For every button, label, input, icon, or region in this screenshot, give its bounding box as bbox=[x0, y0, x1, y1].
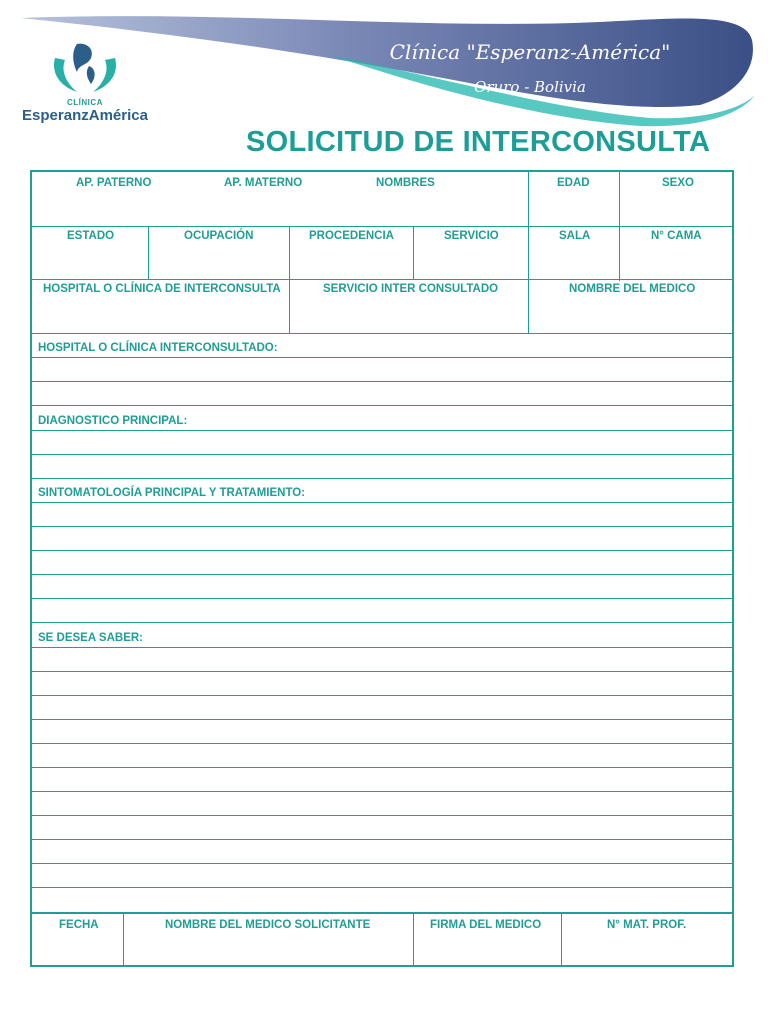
cama-label: N° CAMA bbox=[651, 230, 702, 242]
nombre-medico-label: NOMBRE DEL MEDICO bbox=[569, 283, 696, 295]
logo-name-text: EsperanzAmérica bbox=[22, 107, 148, 124]
se-desea-saber-label: SE DESEA SABER: bbox=[38, 632, 144, 644]
firma-medico-label: FIRMA DEL MEDICO bbox=[430, 919, 542, 931]
fecha-label: FECHA bbox=[59, 919, 99, 931]
medico-solicitante-label: NOMBRE DEL MEDICO SOLICITANTE bbox=[165, 919, 371, 931]
sintomatologia-label: SINTOMATOLOGÍA PRINCIPAL Y TRATAMIENTO: bbox=[38, 487, 306, 499]
hospital-interconsultado-label: HOSPITAL O CLÍNICA INTERCONSULTADO: bbox=[38, 342, 278, 354]
sexo-label: SEXO bbox=[662, 177, 694, 189]
logo-small-text: CLÍNICA bbox=[67, 98, 103, 107]
nombres-label: NOMBRES bbox=[376, 177, 435, 189]
sala-label: SALA bbox=[559, 230, 591, 242]
diagnostico-label: DIAGNOSTICO PRINCIPAL: bbox=[38, 415, 188, 427]
ap-materno-label: AP. MATERNO bbox=[224, 177, 303, 189]
servicio-label: SERVICIO bbox=[444, 230, 499, 242]
clinic-location: Oruro - Bolivia bbox=[474, 78, 586, 96]
servicio-inter-label: SERVICIO INTER CONSULTADO bbox=[323, 283, 499, 295]
edad-label: EDAD bbox=[557, 177, 590, 189]
clinic-logo bbox=[15, 38, 155, 128]
estado-label: ESTADO bbox=[67, 230, 115, 242]
interconsulta-form bbox=[30, 170, 734, 967]
mat-prof-label: N° MAT. PROF. bbox=[607, 919, 687, 931]
ocupacion-label: OCUPACIÓN bbox=[184, 230, 254, 242]
procedencia-label: PROCEDENCIA bbox=[309, 230, 394, 242]
hands-globe-icon bbox=[15, 38, 155, 100]
document-title: SOLICITUD DE INTERCONSULTA bbox=[246, 126, 711, 158]
clinic-title: Clínica "Esperanz-América" bbox=[389, 40, 671, 64]
ap-paterno-label: AP. PATERNO bbox=[76, 177, 152, 189]
hospital-interconsulta-label: HOSPITAL O CLÍNICA DE INTERCONSULTA bbox=[43, 283, 281, 295]
